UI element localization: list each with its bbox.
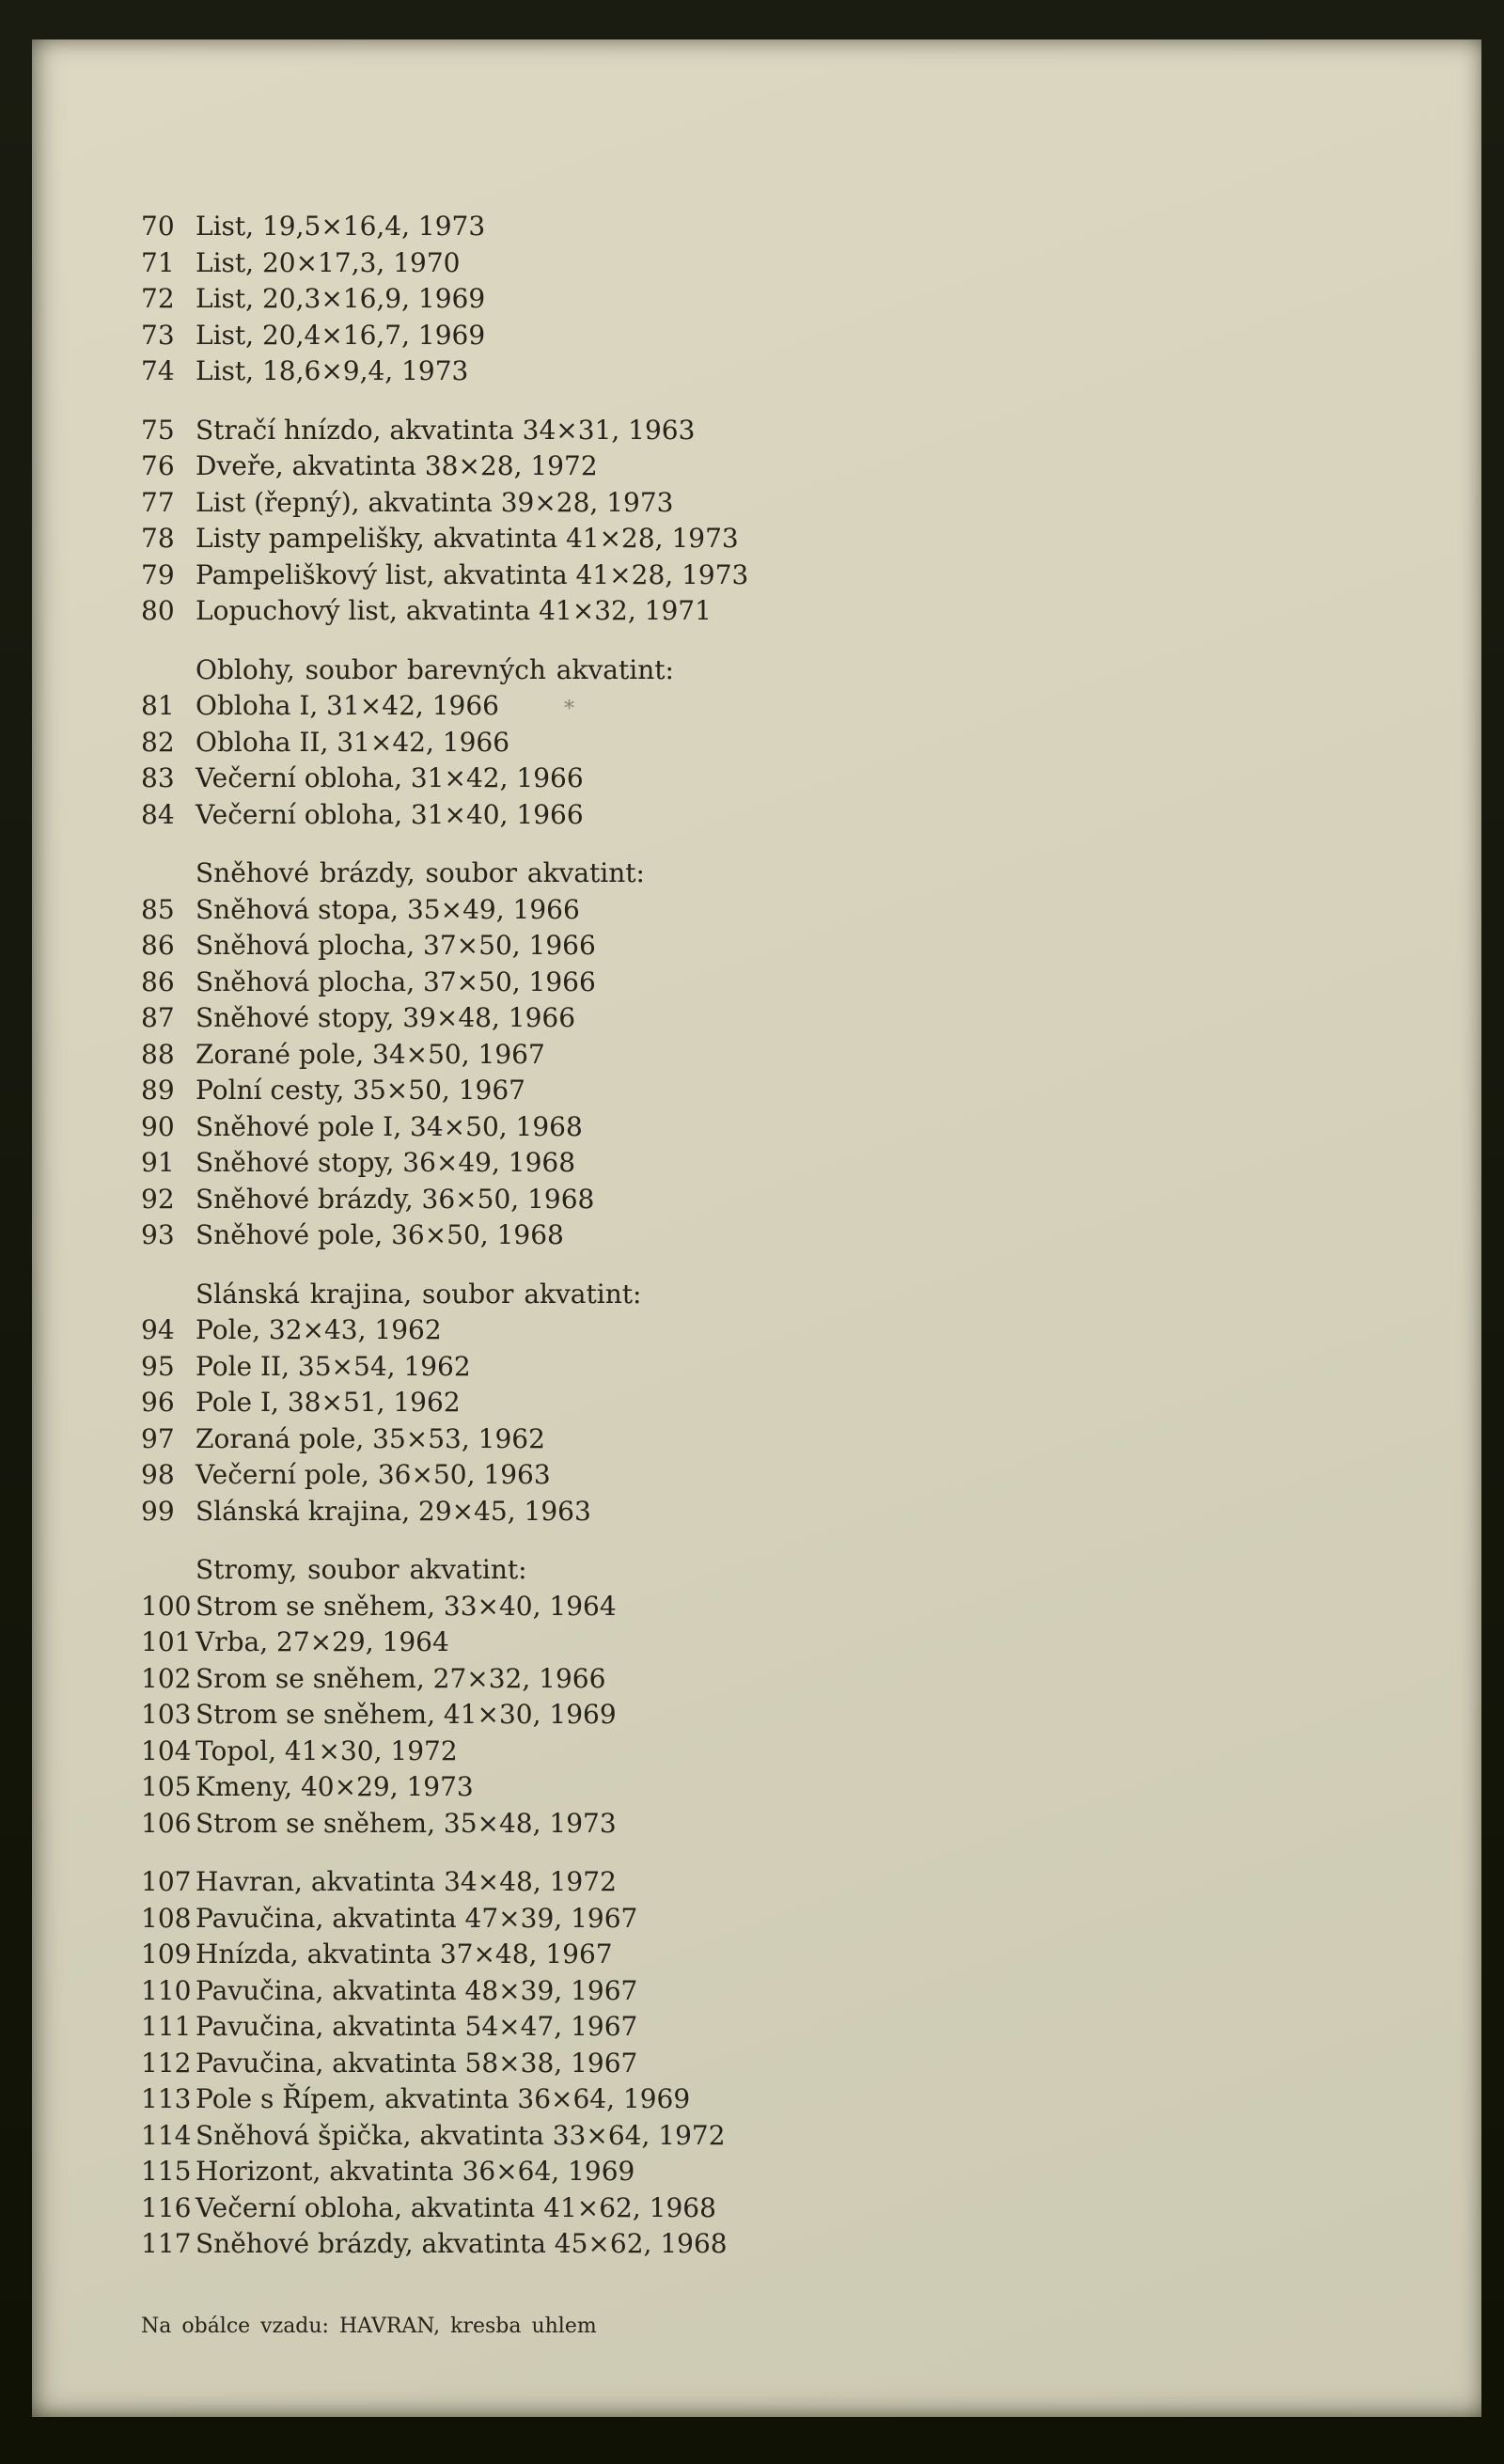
entry-text: Hnízda, akvatinta 37×48, 1967	[196, 1938, 613, 1970]
entry-text: Pavučina, akvatinta 54×47, 1967	[196, 2011, 638, 2042]
entry-number: 91	[141, 1147, 175, 1178]
entry-text: Strom se sněhem, 33×40, 1964	[196, 1590, 617, 1622]
entry-text: Sněhová stopa, 35×49, 1966	[196, 893, 580, 925]
entry-number: 80	[141, 595, 175, 626]
catalog-list	[141, 209, 748, 2263]
catalog-entry	[141, 1073, 748, 1109]
entry-text: Obloha II, 31×42, 1966	[196, 726, 510, 758]
catalog-entry	[141, 1494, 748, 1530]
entry-text: Lopuchový list, akvatinta 41×32, 1971	[196, 595, 712, 626]
catalog-section	[141, 652, 748, 834]
entry-text: Pole II, 35×54, 1962	[196, 1350, 471, 1382]
catalog-entry	[141, 2190, 748, 2227]
entry-text: Topol, 41×30, 1972	[196, 1734, 458, 1766]
entry-number: 115	[141, 2156, 192, 2187]
entry-number: 116	[141, 2191, 192, 2223]
catalog-entry	[141, 245, 748, 282]
entry-number: 71	[141, 246, 175, 278]
catalog-entry	[141, 209, 748, 245]
catalog-section	[141, 209, 748, 390]
catalog-section	[141, 1277, 748, 1530]
entry-number: 109	[141, 1938, 192, 1970]
catalog-entry	[141, 1769, 748, 1806]
entry-number: 97	[141, 1422, 175, 1454]
entry-number: 104	[141, 1734, 192, 1766]
catalog-entry	[141, 2009, 748, 2046]
catalog-entry	[141, 965, 748, 1001]
entry-number: 112	[141, 2047, 192, 2079]
catalog-entry	[141, 1385, 748, 1421]
catalog-entry	[141, 1973, 748, 2010]
catalog-entry	[141, 1037, 748, 1074]
entry-number: 79	[141, 558, 175, 590]
catalog-entry	[141, 1661, 748, 1698]
catalog-entry	[141, 1901, 748, 1938]
catalog-entry	[141, 1697, 748, 1734]
catalog-section	[141, 1864, 748, 2263]
catalog-section	[141, 413, 748, 630]
entry-text: Pavučina, akvatinta 48×39, 1967	[196, 1974, 638, 2006]
catalog-entry	[141, 1806, 748, 1843]
entry-text: Strom se sněhem, 35×48, 1973	[196, 1807, 617, 1839]
entry-number: 108	[141, 1902, 192, 1934]
catalog-entry	[141, 1145, 748, 1182]
catalog-entry	[141, 1109, 748, 1146]
catalog-section	[141, 1552, 748, 1842]
catalog-entry	[141, 892, 748, 929]
entry-number: 87	[141, 1002, 175, 1033]
entry-text: Havran, akvatinta 34×48, 1972	[196, 1866, 617, 1897]
catalog-entry	[141, 281, 748, 318]
entry-number: 90	[141, 1110, 175, 1142]
entry-text: Pavučina, akvatinta 58×38, 1967	[196, 2047, 638, 2079]
entry-number: 95	[141, 1350, 175, 1382]
entry-number: 100	[141, 1590, 192, 1622]
catalog-entry	[141, 1937, 748, 1973]
catalog-entry	[141, 2226, 748, 2263]
entry-text: Dveře, akvatinta 38×28, 1972	[196, 450, 598, 481]
catalog-entry	[141, 1624, 748, 1661]
entry-number: 99	[141, 1495, 175, 1527]
entry-number: 103	[141, 1699, 192, 1730]
entry-number: 106	[141, 1807, 192, 1839]
entry-number: 81	[141, 690, 175, 721]
catalog-entry	[141, 2118, 748, 2155]
catalog-page	[32, 39, 1481, 2417]
entry-number: 85	[141, 893, 175, 925]
entry-number: 102	[141, 1662, 192, 1694]
entry-text: Pole s Řípem, akvatinta 36×64, 1969	[196, 2083, 691, 2114]
entry-number: 92	[141, 1183, 175, 1215]
entry-text: List, 19,5×16,4, 1973	[196, 211, 486, 242]
entry-text: Pole, 32×43, 1962	[196, 1314, 442, 1345]
entry-text: Sněhové pole, 36×50, 1968	[196, 1219, 564, 1250]
catalog-entry	[141, 318, 748, 354]
catalog-entry	[141, 1734, 748, 1770]
entry-text: Večerní pole, 36×50, 1963	[196, 1459, 551, 1490]
catalog-entry	[141, 761, 748, 797]
entry-text: Vrba, 27×29, 1964	[196, 1626, 449, 1657]
entry-number: 78	[141, 523, 175, 554]
entry-text: Pampeliškový list, akvatinta 41×28, 1973	[196, 558, 749, 590]
entry-text: Večerní obloha, 31×40, 1966	[196, 798, 584, 830]
catalog-entry	[141, 1182, 748, 1218]
entry-text: Zorané pole, 34×50, 1967	[196, 1038, 545, 1070]
section-header: Stromy, soubor akvatint:	[196, 1554, 527, 1585]
entry-text: List, 20,4×16,7, 1969	[196, 319, 486, 351]
entry-number: 86	[141, 965, 175, 997]
entry-number: 114	[141, 2119, 192, 2151]
entry-text: Kmeny, 40×29, 1973	[196, 1771, 474, 1802]
catalog-entry	[141, 1312, 748, 1349]
entry-text: Sněhová plocha, 37×50, 1966	[196, 965, 596, 997]
entry-text: Pole I, 38×51, 1962	[196, 1387, 461, 1418]
entry-text: Obloha I, 31×42, 1966	[196, 690, 499, 721]
entry-text: Zoraná pole, 35×53, 1962	[196, 1422, 545, 1454]
entry-text: Večerní obloha, 31×42, 1966	[196, 762, 584, 793]
section-header: Slánská krajina, soubor akvatint:	[196, 1278, 642, 1310]
entry-number: 113	[141, 2083, 192, 2114]
catalog-entry	[141, 1217, 748, 1254]
entry-text: Sněhové brázdy, akvatinta 45×62, 1968	[196, 2228, 728, 2259]
entry-text: List, 20,3×16,9, 1969	[196, 283, 486, 314]
footer-note: Na obálce vzadu: HAVRAN, kresba uhlem	[141, 2315, 597, 2338]
entry-number: 93	[141, 1219, 175, 1250]
entry-number: 82	[141, 726, 175, 758]
entry-number: 74	[141, 355, 175, 386]
catalog-entry	[141, 928, 748, 965]
entry-text: Horizont, akvatinta 36×64, 1969	[196, 2156, 635, 2187]
entry-text: Sněhové pole I, 34×50, 1968	[196, 1110, 583, 1142]
entry-number: 73	[141, 319, 175, 351]
entry-number: 94	[141, 1314, 175, 1345]
section-header: Sněhové brázdy, soubor akvatint:	[196, 857, 645, 888]
catalog-entry	[141, 2154, 748, 2190]
entry-text: Srom se sněhem, 27×32, 1966	[196, 1662, 606, 1694]
entry-text: Sněhové stopy, 36×49, 1968	[196, 1147, 576, 1178]
entry-number: 70	[141, 211, 175, 242]
entry-number: 111	[141, 2011, 192, 2042]
entry-number: 107	[141, 1866, 192, 1897]
catalog-section	[141, 855, 748, 1254]
entry-text: List, 18,6×9,4, 1973	[196, 355, 469, 386]
catalog-entry	[141, 557, 748, 594]
entry-number: 89	[141, 1075, 175, 1106]
entry-text: Večerní obloha, akvatinta 41×62, 1968	[196, 2191, 716, 2223]
entry-text: Sněhová plocha, 37×50, 1966	[196, 930, 596, 961]
catalog-entry	[141, 485, 748, 522]
entry-text: Sněhové stopy, 39×48, 1966	[196, 1002, 576, 1033]
entry-number: 101	[141, 1626, 192, 1657]
entry-number: 98	[141, 1459, 175, 1490]
entry-number: 77	[141, 486, 175, 518]
entry-number: 76	[141, 450, 175, 481]
catalog-entry	[141, 797, 748, 834]
entry-text: Strom se sněhem, 41×30, 1969	[196, 1699, 617, 1730]
entry-text: Sněhové brázdy, 36×50, 1968	[196, 1183, 595, 1215]
catalog-entry	[141, 1349, 748, 1386]
entry-number: 117	[141, 2228, 192, 2259]
entry-text: List, 20×17,3, 1970	[196, 246, 461, 278]
scan-artifact: *	[564, 698, 574, 721]
catalog-entry	[141, 1589, 748, 1625]
entry-number: 105	[141, 1771, 192, 1802]
entry-number: 75	[141, 414, 175, 446]
entry-number: 84	[141, 798, 175, 830]
catalog-entry	[141, 2081, 748, 2118]
entry-number: 110	[141, 1974, 192, 2006]
entry-number: 96	[141, 1387, 175, 1418]
entry-number: 72	[141, 283, 175, 314]
catalog-entry	[141, 413, 748, 449]
catalog-entry	[141, 1457, 748, 1494]
section-header: Oblohy, soubor barevných akvatint:	[196, 653, 674, 685]
catalog-entry	[141, 1000, 748, 1037]
entry-text: Pavučina, akvatinta 47×39, 1967	[196, 1902, 638, 1934]
entry-text: Sněhová špička, akvatinta 33×64, 1972	[196, 2119, 726, 2151]
catalog-entry	[141, 521, 748, 557]
entry-text: Stračí hnízdo, akvatinta 34×31, 1963	[196, 414, 696, 446]
catalog-entry	[141, 688, 748, 725]
catalog-entry	[141, 2046, 748, 2082]
catalog-entry	[141, 353, 748, 390]
entry-number: 88	[141, 1038, 175, 1070]
entry-number: 83	[141, 762, 175, 793]
catalog-entry	[141, 725, 748, 761]
catalog-entry	[141, 1421, 748, 1458]
catalog-entry	[141, 448, 748, 485]
catalog-entry	[141, 593, 748, 630]
entry-number: 86	[141, 930, 175, 961]
entry-text: Polní cesty, 35×50, 1967	[196, 1075, 525, 1106]
entry-text: Listy pampelišky, akvatinta 41×28, 1973	[196, 523, 739, 554]
entry-text: Slánská krajina, 29×45, 1963	[196, 1495, 591, 1527]
catalog-entry	[141, 1864, 748, 1901]
entry-text: List (řepný), akvatinta 39×28, 1973	[196, 486, 674, 518]
